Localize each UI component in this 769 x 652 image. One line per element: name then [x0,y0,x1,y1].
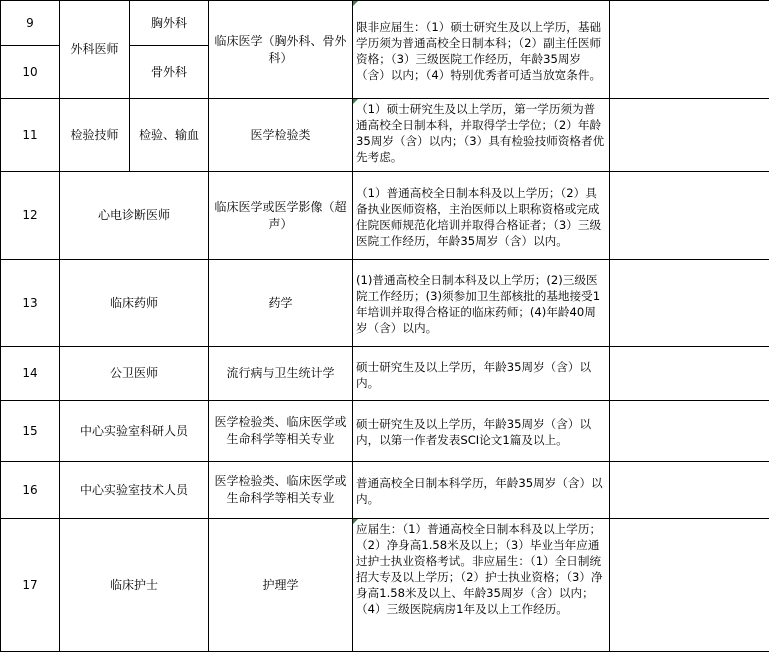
position-cell: 中心实验室科研人员 [60,401,209,462]
position-cell: 临床护士 [60,519,209,652]
requirements-cell: 限非应届生：（1）硕士研究生及以上学历，基础学历须为普通高校全日制本科；（2）副主任医师资格；（3）三级医院工作经历，年龄35周岁（含）以内；（4）特别优秀者可适当放宽条件。 [353,1,610,99]
requirements-cell: 硕士研究生及以上学历，年龄35周岁（含）以内。 [353,347,610,401]
position-cell: 公卫医师 [60,347,209,401]
table-row [1,260,769,347]
empty-cell [610,462,769,519]
row-index: 14 [1,347,60,401]
empty-cell [610,99,769,172]
position-cell: 中心实验室技术人员 [60,462,209,519]
row-index: 9 [1,1,60,46]
major-cell: 临床医学（胸外科、骨外科） [209,1,353,99]
position-cell: 检验技师 [60,99,130,172]
requirements-cell: （1）普通高校全日制本科及以上学历；（2）具备执业医师资格，主治医师以上职称资格或完成住院医师规范化培训并取得合格证者；（3）三级医院工作经历，年龄35周岁（含）以内。 [353,172,610,260]
empty-cell [610,260,769,347]
row-index: 11 [1,99,60,172]
major-cell: 流行病与卫生统计学 [209,347,353,401]
empty-cell [610,347,769,401]
requirements-cell: (1)普通高校全日制本科及以上学历；(2)三级医院工作经历；(3)须参加卫生部核批的基地接受1年培训并取得合格证的临床药师；(4)年龄40周岁（含）以内。 [353,260,610,347]
major-cell: 药学 [209,260,353,347]
major-cell: 医学检验类、临床医学或生命科学等相关专业 [209,462,353,519]
position-cell: 临床药师 [60,260,209,347]
row-index: 13 [1,260,60,347]
table-row [1,347,769,401]
major-cell: 临床医学或医学影像（超声） [209,172,353,260]
row-index: 15 [1,401,60,462]
empty-cell [610,172,769,260]
major-cell: 医学检验类、临床医学或生命科学等相关专业 [209,401,353,462]
major-cell: 医学检验类 [209,99,353,172]
row-index: 17 [1,519,60,652]
position-cell: 心电诊断医师 [60,172,209,260]
specialty-cell: 骨外科 [130,46,209,99]
table-row [1,99,769,172]
specialty-cell: 检验、输血 [130,99,209,172]
table-row [1,401,769,462]
position-cell: 外科医师 [60,1,130,99]
major-cell: 护理学 [209,519,353,652]
empty-cell [610,401,769,462]
requirements-cell: 应届生：（1）普通高校全日制本科及以上学历；（2）净身高1.58米及以上；（3）毕业当年应通过护士执业资格考试。非应届生：（1）全日制统招大专及以上学历；（2）护士执业资格；（3）净身高1.58米及以上、年龄35周岁（含）以内；（4）三级医院病房1年及以上工作经历。 [353,519,610,652]
table-row [1,172,769,260]
table-row [1,1,769,46]
row-index: 12 [1,172,60,260]
row-index: 10 [1,46,60,99]
row-index: 16 [1,462,60,519]
specialty-cell: 胸外科 [130,1,209,46]
empty-cell [610,519,769,652]
requirements-cell: 普通高校全日制本科学历，年龄35周岁（含）以内。 [353,462,610,519]
empty-cell [610,1,769,99]
table-row [1,462,769,519]
requirements-cell: （1）硕士研究生及以上学历，第一学历须为普通高校全日制本科，并取得学士学位；（2）年龄35周岁（含）以内；（3）具有检验技师资格者优先考虑。 [353,99,610,172]
table-row [1,519,769,652]
requirements-cell: 硕士研究生及以上学历，年龄35周岁（含）以内，以第一作者发表SCI论文1篇及以上。 [353,401,610,462]
